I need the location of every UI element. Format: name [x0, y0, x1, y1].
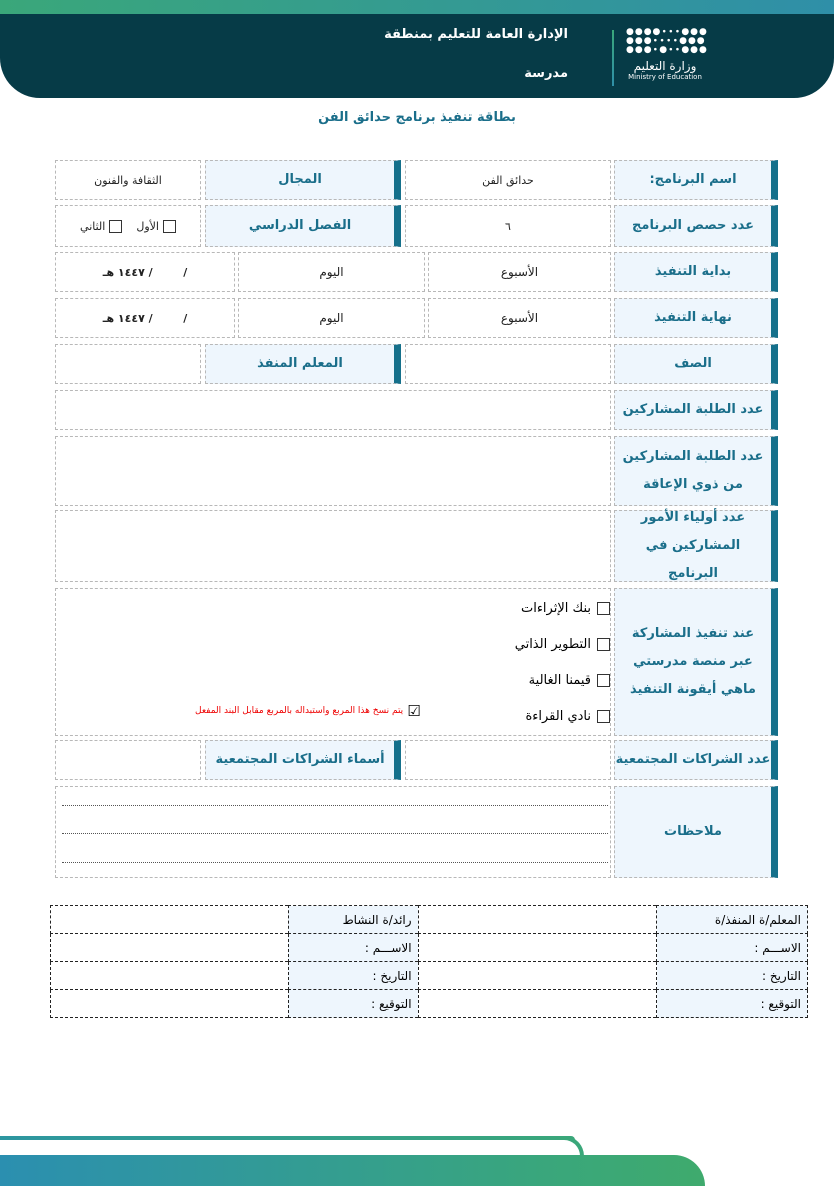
teacher-date-label: التاريخ :	[657, 962, 808, 990]
page-title: بطاقة تنفيذ برنامج حدائق الفن	[318, 110, 516, 125]
logo-dots-icon: ●●●●∙∙∙●●● ●●●∙∙∙∙●●● ●●●∙●∙∙●●●	[626, 27, 708, 55]
parents-value[interactable]	[55, 510, 611, 582]
end-date[interactable]: / / ١٤٤٧ هـ	[55, 298, 235, 338]
teacher-value[interactable]	[55, 344, 201, 384]
disabled-students-value[interactable]	[55, 436, 611, 506]
semester-label: الفصل الدراسي	[205, 205, 401, 247]
sessions-label: عدد حصص البرنامج	[614, 205, 778, 247]
teacher-name-label: الاســـم :	[657, 934, 808, 962]
semester-second-label: الثاني	[80, 219, 106, 233]
checked-box-icon: ☑	[407, 702, 421, 720]
students-value[interactable]	[55, 390, 611, 430]
semester-first-checkbox[interactable]	[163, 220, 176, 233]
table-row	[51, 962, 808, 990]
option-label: التطوير الذاتي	[514, 636, 591, 652]
platform-options	[515, 590, 610, 734]
parents-label: عدد أولياء الأمور المشاركين في البرنامج	[614, 510, 778, 582]
semester-options	[55, 205, 201, 247]
program-name-value[interactable]: حدائق الفن	[405, 160, 611, 200]
grade-value[interactable]	[405, 344, 611, 384]
table-row	[51, 934, 808, 962]
directorate-text: الإدارة العامة للتعليم بمنطقة	[384, 27, 568, 42]
option-our-values[interactable]	[515, 662, 610, 698]
students-label: عدد الطلبة المشاركين	[614, 390, 778, 430]
leader-signature-label: التوقيع :	[288, 990, 418, 1018]
notes-line	[62, 805, 608, 806]
notes-label: ملاحظات	[614, 786, 778, 878]
partner-names-value[interactable]	[55, 740, 201, 780]
start-day[interactable]: اليوم	[238, 252, 425, 292]
checkbox[interactable]	[597, 674, 610, 687]
option-label: بنك الإثراءات	[520, 600, 591, 616]
start-week[interactable]: الأسبوع	[428, 252, 611, 292]
platform-label: عند تنفيذ المشاركة عبر منصة مدرستي ماهي أيقونة التنفيذ	[614, 588, 778, 736]
header-divider	[612, 30, 614, 86]
leader-header-blank	[51, 906, 289, 934]
leader-signature-field[interactable]	[51, 990, 289, 1018]
option-enrichment-bank[interactable]	[515, 590, 610, 626]
footer-line	[0, 1136, 575, 1140]
program-name-label: اسم البرنامج:	[614, 160, 778, 200]
table-row	[51, 990, 808, 1018]
checkbox[interactable]	[597, 638, 610, 651]
grade-label: الصف	[614, 344, 778, 384]
partnerships-value[interactable]	[405, 740, 611, 780]
partner-names-label: أسماء الشراكات المجتمعية	[205, 740, 401, 780]
signature-table	[50, 905, 808, 1018]
leader-name-field[interactable]	[51, 934, 289, 962]
field-label: المجال	[205, 160, 401, 200]
teacher-header-blank	[418, 906, 657, 934]
option-label: قيمنا الغالية	[528, 672, 591, 688]
leader-header: رائد/ة النشاط	[288, 906, 418, 934]
teacher-signature-label: التوقيع :	[657, 990, 808, 1018]
option-label: نادي القراءة	[525, 708, 591, 724]
check-note	[195, 704, 421, 718]
logo-arabic: وزارة التعليم	[633, 59, 697, 73]
notes-line	[62, 862, 608, 863]
sessions-value[interactable]: ٦	[405, 205, 611, 247]
teacher-name-field[interactable]	[418, 934, 657, 962]
ministry-logo	[626, 27, 708, 81]
teacher-signature-field[interactable]	[418, 990, 657, 1018]
field-value[interactable]: الثقافة والفنون	[55, 160, 201, 200]
checkbox[interactable]	[597, 602, 610, 615]
leader-date-field[interactable]	[51, 962, 289, 990]
notes-field[interactable]	[55, 786, 611, 878]
leader-date-label: التاريخ :	[288, 962, 418, 990]
end-day[interactable]: اليوم	[238, 298, 425, 338]
footer-band	[0, 1155, 705, 1186]
start-date[interactable]: / / ١٤٤٧ هـ	[55, 252, 235, 292]
logo-english: Ministry of Education	[628, 73, 702, 81]
school-text: مدرسة	[524, 66, 568, 81]
semester-first-label: الأول	[136, 219, 159, 233]
semester-second-checkbox[interactable]	[109, 220, 122, 233]
partnerships-label: عدد الشراكات المجتمعية	[614, 740, 778, 780]
teacher-label: المعلم المنفذ	[205, 344, 401, 384]
start-label: بداية التنفيذ	[614, 252, 778, 292]
notes-line	[62, 833, 608, 834]
option-reading-club[interactable]	[515, 698, 610, 734]
option-self-development[interactable]	[515, 626, 610, 662]
leader-name-label: الاســـم :	[288, 934, 418, 962]
teacher-date-field[interactable]	[418, 962, 657, 990]
checkbox[interactable]	[597, 710, 610, 723]
teacher-header: المعلم/ة المنفذ/ة	[657, 906, 808, 934]
end-label: نهاية التنفيذ	[614, 298, 778, 338]
end-week[interactable]: الأسبوع	[428, 298, 611, 338]
disabled-students-label: عدد الطلبة المشاركين من ذوي الإعاقة	[614, 436, 778, 506]
table-row	[51, 906, 808, 934]
check-note-text: يتم نسخ هذا المربع واستبداله بالمربع مقابل البند المفعل	[195, 706, 404, 716]
